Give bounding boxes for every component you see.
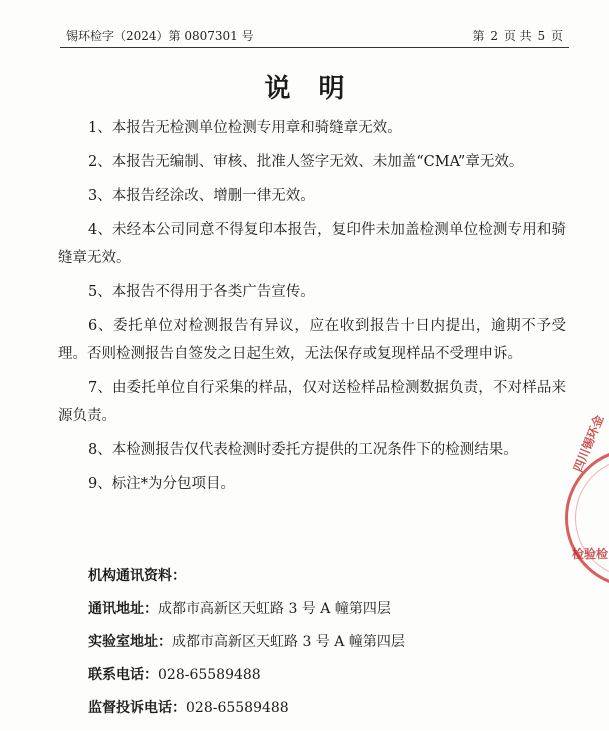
phone-label: 联系电话： (88, 667, 158, 683)
notes-list (58, 114, 566, 504)
contact-address-row (88, 599, 405, 619)
complaint-phone-label: 监督投诉电话： (88, 700, 186, 716)
lab-address-label: 实验室地址： (88, 634, 172, 650)
report-number: 锡环检字（2024）第 0807301 号 (66, 29, 254, 43)
page-prefix: 第 (472, 29, 485, 43)
page-title: 说明 (264, 74, 373, 104)
note-item-7: 7、由委托单位自行采集的样品，仅对送检样品检测数据负责，不对样品来源负责。 (58, 380, 566, 424)
contact-phone-row (88, 665, 405, 685)
lab-address-value: 成都市高新区天虹路 3 号 A 幢第四层 (172, 634, 405, 650)
address-label: 通讯地址： (88, 601, 158, 617)
header-divider (60, 47, 569, 48)
note-item-5: 5、本报告不得用于各类广告宣传。 (88, 284, 315, 300)
phone-value: 028-65589488 (158, 667, 261, 683)
complaint-phone-value: 028-65589488 (186, 700, 289, 716)
note-item-1: 1、本报告无检测单位检测专用章和骑缝章无效。 (88, 120, 402, 136)
note-item-9: 9、标注*为分包项目。 (88, 476, 235, 492)
contact-complaint-row (88, 698, 405, 718)
contact-heading: 机构通讯资料： (88, 568, 186, 584)
note-item-8: 8、本检测报告仅代表检测时委托方提供的工况条件下的检测结果。 (88, 442, 518, 458)
page-middle: 页 共 (503, 29, 532, 43)
note-item-2: 2、本报告无编制、审核、批准人签字无效、未加盖“CMA”章无效。 (88, 154, 524, 170)
page-suffix: 页 (550, 29, 563, 43)
seal-stamp-text-lower: 检验检 (572, 547, 609, 561)
note-item-3: 3、本报告经涂改、增删一律无效。 (88, 188, 315, 204)
seal-stamp-text-upper: 四川锡环金 (570, 413, 607, 474)
page-current: 2 (490, 29, 499, 43)
note-item-4: 4、未经本公司同意不得复印本报告，复印件未加盖检测单位检测专用和骑缝章无效。 (58, 222, 566, 266)
address-value: 成都市高新区天虹路 3 号 A 幢第四层 (158, 601, 391, 617)
page-indicator (473, 27, 563, 44)
contact-lab-row (88, 632, 405, 652)
page-total: 5 (537, 29, 546, 43)
contact-info (88, 565, 405, 731)
note-item-6: 6、委托单位对检测报告有异议，应在收到报告十日内提出，逾期不予受理。否则检测报告自签发之日起生效，无法保存或复现样品不受理申诉。 (58, 318, 566, 362)
